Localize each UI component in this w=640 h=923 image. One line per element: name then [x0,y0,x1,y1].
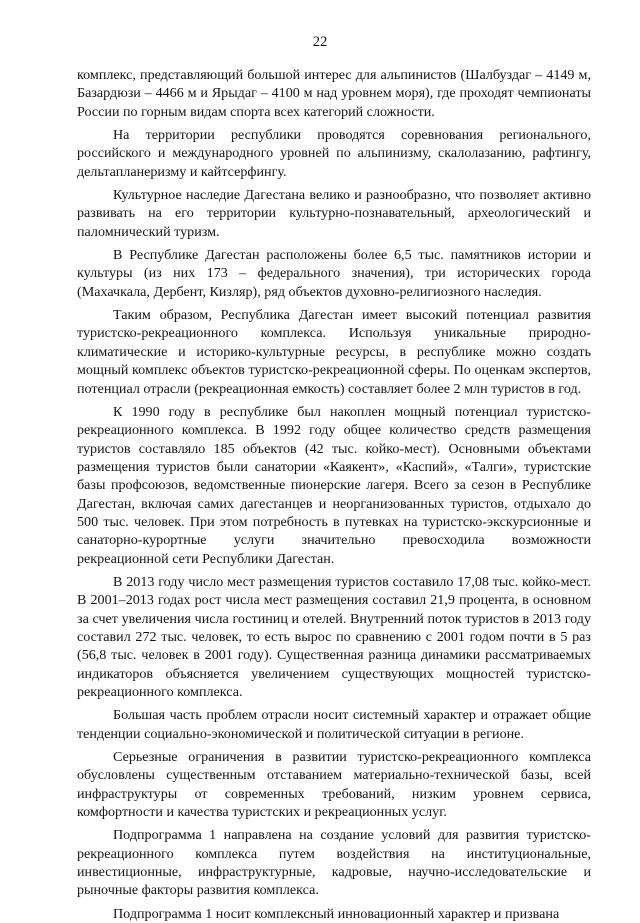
paragraph-subprogram-nature: Подпрограмма 1 носит комплексный инновационный характер и призвана [113,905,560,922]
page-number: 22 [312,34,328,50]
paragraph-potential: Таким образом, Республика Дагестан имеет высокий потенциал развития туристско-рекреационного комплекса. Используя уникальные природно-климатические и историко-культурные ресурсы, в республике можно создать мощный комплекс объектов туристско-рекреационной сферы. По оценкам экспертов, потенциал отрасли (рекреационная емкость) составляет более 2 млн туристов в год. [77,307,591,397]
paragraph-systemic-problems: Большая часть проблем отрасли носит системный характер и отражает общие тенденции социально-экономической и политической ситуации в регионе. [77,707,591,742]
paragraph-competitions: На территории республики проводятся соревнования регионального, российского и международного уровней по альпинизму, скалолазанию, рафтингу, дельтапланеризму и кайтсерфингу. [77,127,591,180]
paragraph-cultural-heritage: Культурное наследие Дагестана велико и разнообразно, что позволяет активно развивать на его территории культурно-познавательный, археологический и паломнический туризм. [77,187,591,240]
paragraph-subprogram-aim: Подпрограмма 1 направлена на создание условий для развития туристско-рекреационного комплекса путем воздействия на институциональные, инвестиционные, инфраструктурные, кадровые, научно-исследовательские и рыночные факторы развития комплекса. [77,827,591,899]
paragraph-limitations: Серьезные ограничения в развитии туристско-рекреационного комплекса обусловлены существенным отставанием материально-технической базы, всей инфраструктуры от современных требований, низким уровнем сервиса, комфортности и качества туристских и рекреационных услуг. [77,749,591,821]
paragraph-1990-history: К 1990 году в республике был накоплен мощный потенциал туристско-рекреационного комплекса. В 1992 году общее количество средств размещения туристов составляло 185 объектов (42 тыс. койко-мест). Основными объектами размещения туристов были санатории «Каякент», «Каспий», «Талги», туристские базы профсоюзов, ведомственные пионерские лагеря. Всего за сезон в Республике Дагестан, включая самих дагестанцев и неорганизованных туристов, отдыхало до 500 тыс. человек. При этом потребность в путевках на туристско-экскурсионные и санаторно-курортные услуги значительно превосходила возможности рекреационной сети Республики Дагестан. [77,403,591,567]
paragraph-mountaineering-complex: комплекс, представляющий большой интерес для альпинистов (Шалбуздаг – 4149 м, Базардюзи – 4466 м и Ярыдаг – 4100 м над уровнем моря), где проходят чемпионаты России по горным видам спорта всех категорий сложности. [77,67,591,120]
paragraph-monuments: В Республике Дагестан расположены более 6,5 тыс. памятников истории и культуры (из них 173 – федерального значения), три исторических города (Махачкала, Дербент, Кизляр), ряд объектов духовно-религиозного наследия. [77,247,591,300]
paragraph-2013-statistics: В 2013 году число мест размещения туристов составило 17,08 тыс. койко-мест. В 2001–2013 годах рост числа мест размещения составил 21,9 процента, в основном за счет увеличения числа гостиниц и отелей. Внутренний поток туристов в 2013 году составил 272 тыс. человек, то есть вырос по сравнению с 2001 годом почти в 5 раз (56,8 тыс. человек в 2001 году). Существенная разница динамики рассматриваемых индикаторов объясняется увеличением существующих мощностей туристско-рекреационного комплекса. [77,573,591,700]
document-body [77,66,591,923]
